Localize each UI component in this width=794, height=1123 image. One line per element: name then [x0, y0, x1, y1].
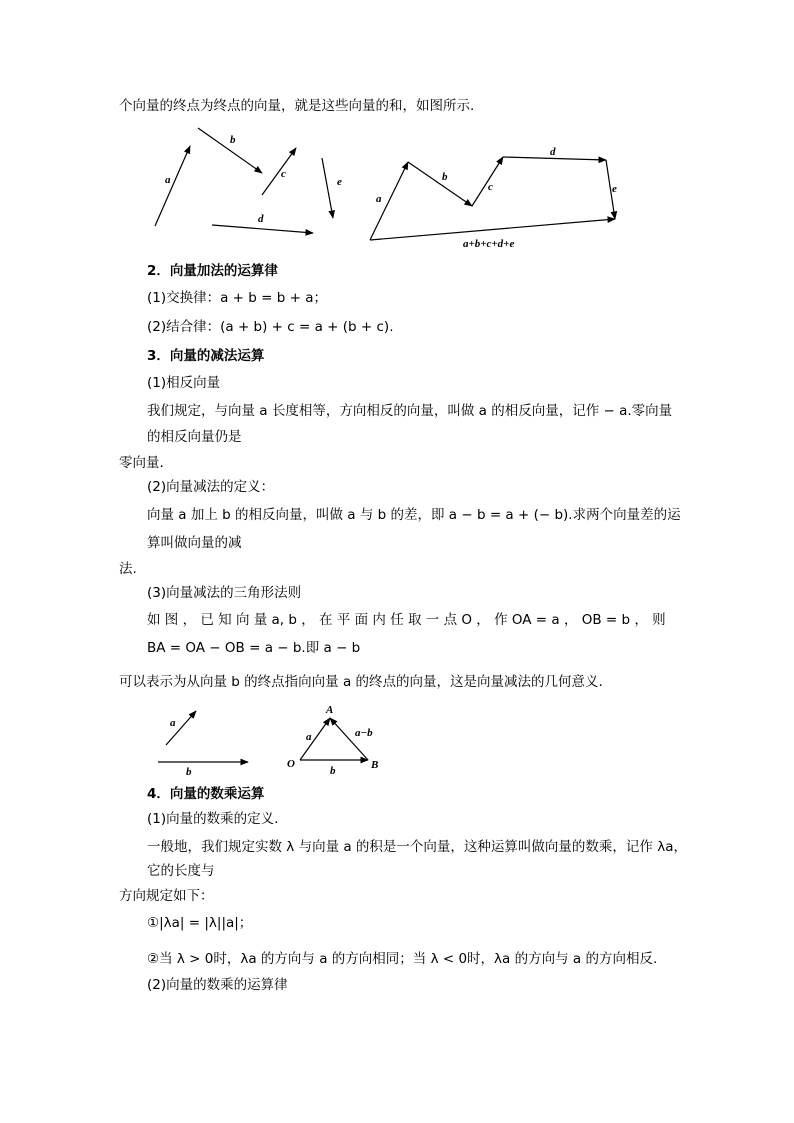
- opposite-vector-text-3: 零向量.: [119, 455, 164, 471]
- triangle-label-b: b: [330, 765, 336, 777]
- subtraction-definition-text-1: 向量 a 加上 b 的相反向量，叫做 a 与 b 的差，即 a − b = a + (− b).求两个向量差的运: [147, 507, 681, 523]
- scalar-mult-text-2: 它的长度与: [147, 863, 215, 879]
- triangle-oa: [300, 718, 330, 760]
- opposite-vector-heading: (1)相反向量: [147, 375, 221, 391]
- associative-law: (2)结合律：(a + b) + c = a + (b + c).: [147, 319, 394, 335]
- commutative-law: (1)交换律：a + b = b + a；: [147, 290, 327, 306]
- sum-label-b: b: [442, 171, 448, 183]
- label-b: b: [230, 134, 236, 146]
- triangle-label-a: a: [306, 731, 312, 743]
- fig2-label-a: a: [170, 717, 176, 729]
- sum-label-total: a+b+c+d+e: [463, 238, 515, 250]
- label-e: e: [337, 176, 342, 188]
- scalar-mult-text-1: 一般地，我们规定实数 λ 与向量 a 的积是一个向量，这种运算叫做向量的数乘，记作 λa，: [147, 839, 687, 855]
- opposite-vector-text-1: 我们规定，与向量 a 长度相等，方向相反的向量，叫做 a 的相反向量，记作 − a.零向量: [147, 403, 673, 419]
- triangle-rule-text-3: 可以表示为从向量 b 的终点指向向量 a 的终点的向量，这是向量减法的几何意义.: [119, 674, 603, 690]
- triangle-label-a-minus-b: a−b: [355, 727, 373, 739]
- sum-label-d: d: [550, 146, 556, 158]
- label-c: c: [281, 168, 286, 180]
- point-B: B: [371, 759, 379, 771]
- triangle-rule-text-1: 如 图 ， 已 知 向 量 a, b ， 在 平 面 内 任 取 一 点 O ， 作 OA = a ， OB = b ， 则: [147, 612, 666, 628]
- label-a: a: [165, 174, 171, 186]
- scalar-mult-rule-1: ①|λa| = |λ||a|；: [147, 915, 253, 931]
- sum-label-a: a: [376, 193, 382, 205]
- point-A: A: [326, 704, 334, 716]
- intro-text: 个向量的终点为终点的向量，就是这些向量的和，如图所示.: [119, 98, 475, 114]
- scalar-mult-heading: (1)向量的数乘的定义.: [147, 811, 279, 827]
- sum-label-c: c: [488, 181, 493, 193]
- section3-title: 3．向量的减法运算: [147, 348, 265, 364]
- opposite-vector-text-2: 的相反向量仍是: [147, 429, 242, 445]
- triangle-rule-heading: (3)向量减法的三角形法则: [147, 585, 302, 601]
- scalar-mult-rule-2: ②当 λ > 0时，λa 的方向与 a 的方向相同；当 λ < 0时，λa 的方向与 a 的方向相反.: [147, 951, 658, 967]
- subtraction-definition-text-3: 法.: [119, 561, 137, 577]
- sum-label-e: e: [612, 183, 617, 195]
- point-O: O: [287, 758, 295, 770]
- section2-title: 2．向量加法的运算律: [147, 263, 278, 279]
- scalar-mult-laws-heading: (2)向量的数乘的运算律: [147, 977, 288, 993]
- scalar-mult-text-3: 方向规定如下：: [119, 888, 214, 904]
- triangle-ba: [330, 718, 368, 760]
- triangle-rule-text-2: BA = OA − OB = a − b.即 a − b: [147, 640, 361, 656]
- subtraction-definition-heading: (2)向量减法的定义：: [147, 479, 275, 495]
- section4-title: 4．向量的数乘运算: [147, 786, 265, 802]
- subtraction-definition-text-2: 算叫做向量的减: [147, 535, 242, 551]
- fig2-label-b: b: [186, 766, 192, 778]
- label-d: d: [258, 213, 264, 225]
